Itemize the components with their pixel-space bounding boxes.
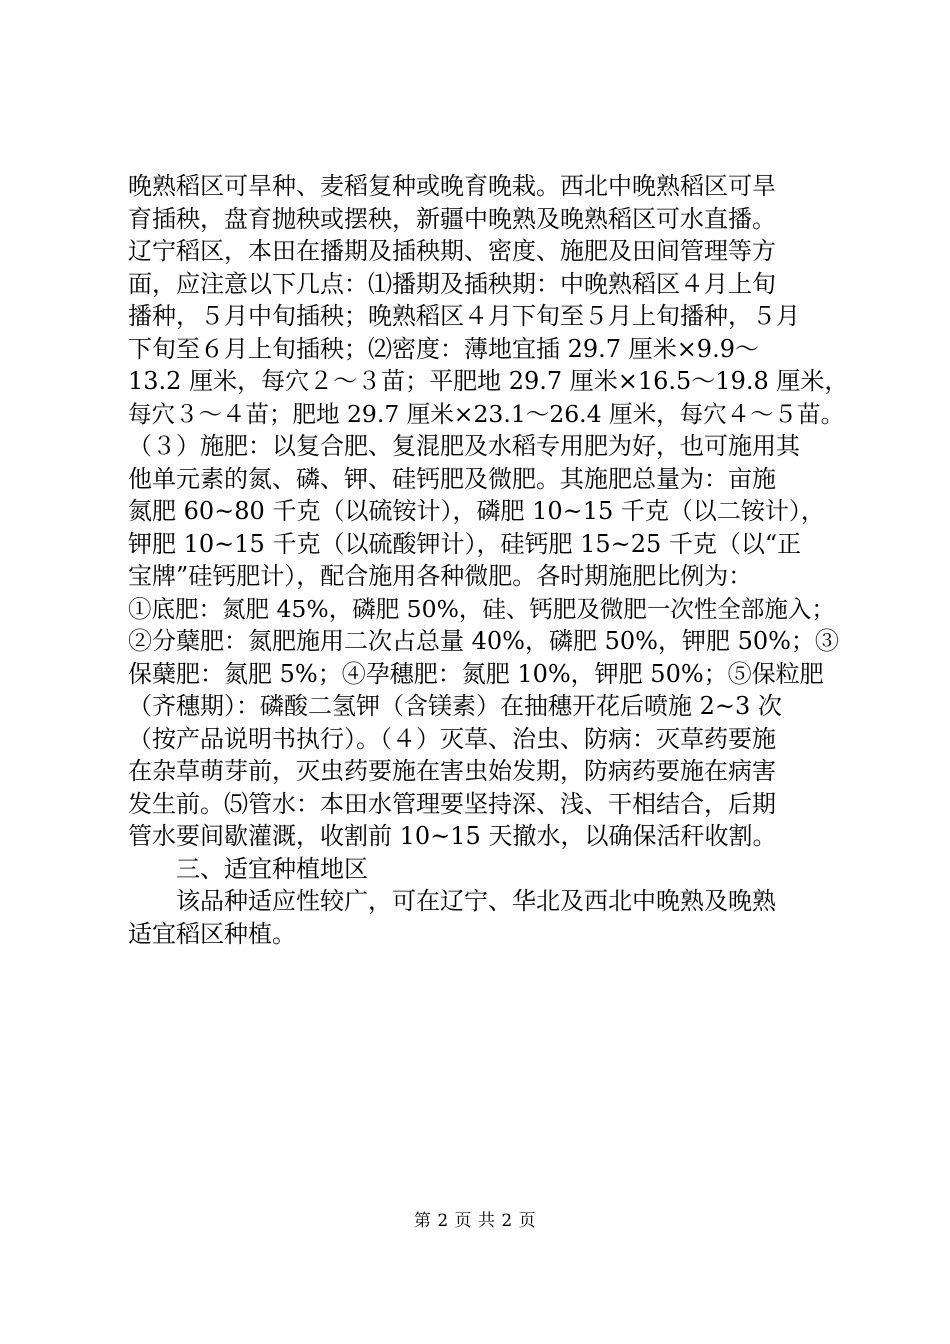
paragraph-line: 该品种适应性较广，可在辽宁、华北及西北中晚熟及晚熟 bbox=[176, 887, 776, 915]
paragraph-line: 在杂草萌芽前，灭虫药要施在害虫始发期，防病药要施在病害 bbox=[128, 757, 776, 785]
paragraph-line: 钾肥 10~15 千克（以硫酸钾计），硅钙肥 15~25 千克（以“正 bbox=[128, 529, 802, 558]
paragraph-line: 他单元素的氮、磷、钾、硅钙肥及微肥。其施肥总量为：亩施 bbox=[128, 464, 776, 493]
paragraph-line: 辽宁稻区，本田在播期及插秧期、密度、施肥及田间管理等方 bbox=[128, 237, 776, 265]
paragraph-line: ②分蘖肥：氮肥施用二次占总量 40%，磷肥 50%，钾肥 50%；③ bbox=[128, 627, 839, 655]
paragraph-line: ①底肥：氮肥 45%，磷肥 50%，硅、钙肥及微肥一次性全部施入； bbox=[128, 594, 835, 623]
document-body bbox=[128, 170, 848, 950]
paragraph-line: 下旬至６月上旬插秧；⑵密度：薄地宜插 29.7 厘米×9.9～ bbox=[128, 334, 759, 363]
paragraph-line: 氮肥 60~80 千克（以硫铵计），磷肥 10~15 千克（以二铵计）， bbox=[128, 497, 825, 525]
paragraph-line: 面，应注意以下几点：⑴播期及插秧期：中晚熟稻区４月上旬 bbox=[128, 269, 776, 298]
paragraph-line: 晚熟稻区可旱种、麦稻复种或晚育晚栽。西北中晚熟稻区可旱 bbox=[128, 172, 776, 200]
paragraph-line: 适宜稻区种植。 bbox=[128, 919, 296, 948]
paragraph-line: 播种，５月中旬插秧；晚熟稻区４月下旬至５月上旬播种，５月 bbox=[128, 302, 800, 330]
paragraph-line: 育插秧，盘育抛秧或摆秧，新疆中晚熟及晚熟稻区可水直播。 bbox=[128, 204, 776, 233]
paragraph-line: （３）施肥：以复合肥、复混肥及水稻专用肥为好，也可施用其 bbox=[128, 432, 800, 460]
paragraph-line: 13.2 厘米，每穴２～３苗；平肥地 29.7 厘米×16.5～19.8 厘米， bbox=[128, 367, 849, 395]
paragraph-line: 每穴３～４苗；肥地 29.7 厘米×23.1～26.4 厘米，每穴４～５苗。 bbox=[128, 399, 845, 428]
paragraph-line: 保蘖肥：氮肥 5%；④孕穗肥：氮肥 10%，钾肥 50%；⑤保粒肥 bbox=[128, 659, 824, 688]
paragraph-line: 宝牌”硅钙肥计），配合施用各种微肥。各时期施肥比例为： bbox=[128, 562, 753, 590]
paragraph-line: 管水要间歇灌溉，收割前 10~15 天撤水，以确保活秆收割。 bbox=[128, 822, 777, 850]
paragraph-line: 发生前。⑸管水：本田水管理要坚持深、浅、干相结合，后期 bbox=[128, 789, 776, 818]
paragraph-line: （齐穗期）：磷酸二氢钾（含镁素）在抽穗开花后喷施 2~3 次 bbox=[128, 692, 782, 720]
paragraph-line: （按产品说明书执行）。（４）灭草、治虫、防病：灭草药要施 bbox=[128, 724, 776, 753]
section-heading: 三、适宜种植地区 bbox=[176, 854, 368, 883]
page-number-footer: 第 2 页 共 2 页 bbox=[413, 1211, 537, 1231]
